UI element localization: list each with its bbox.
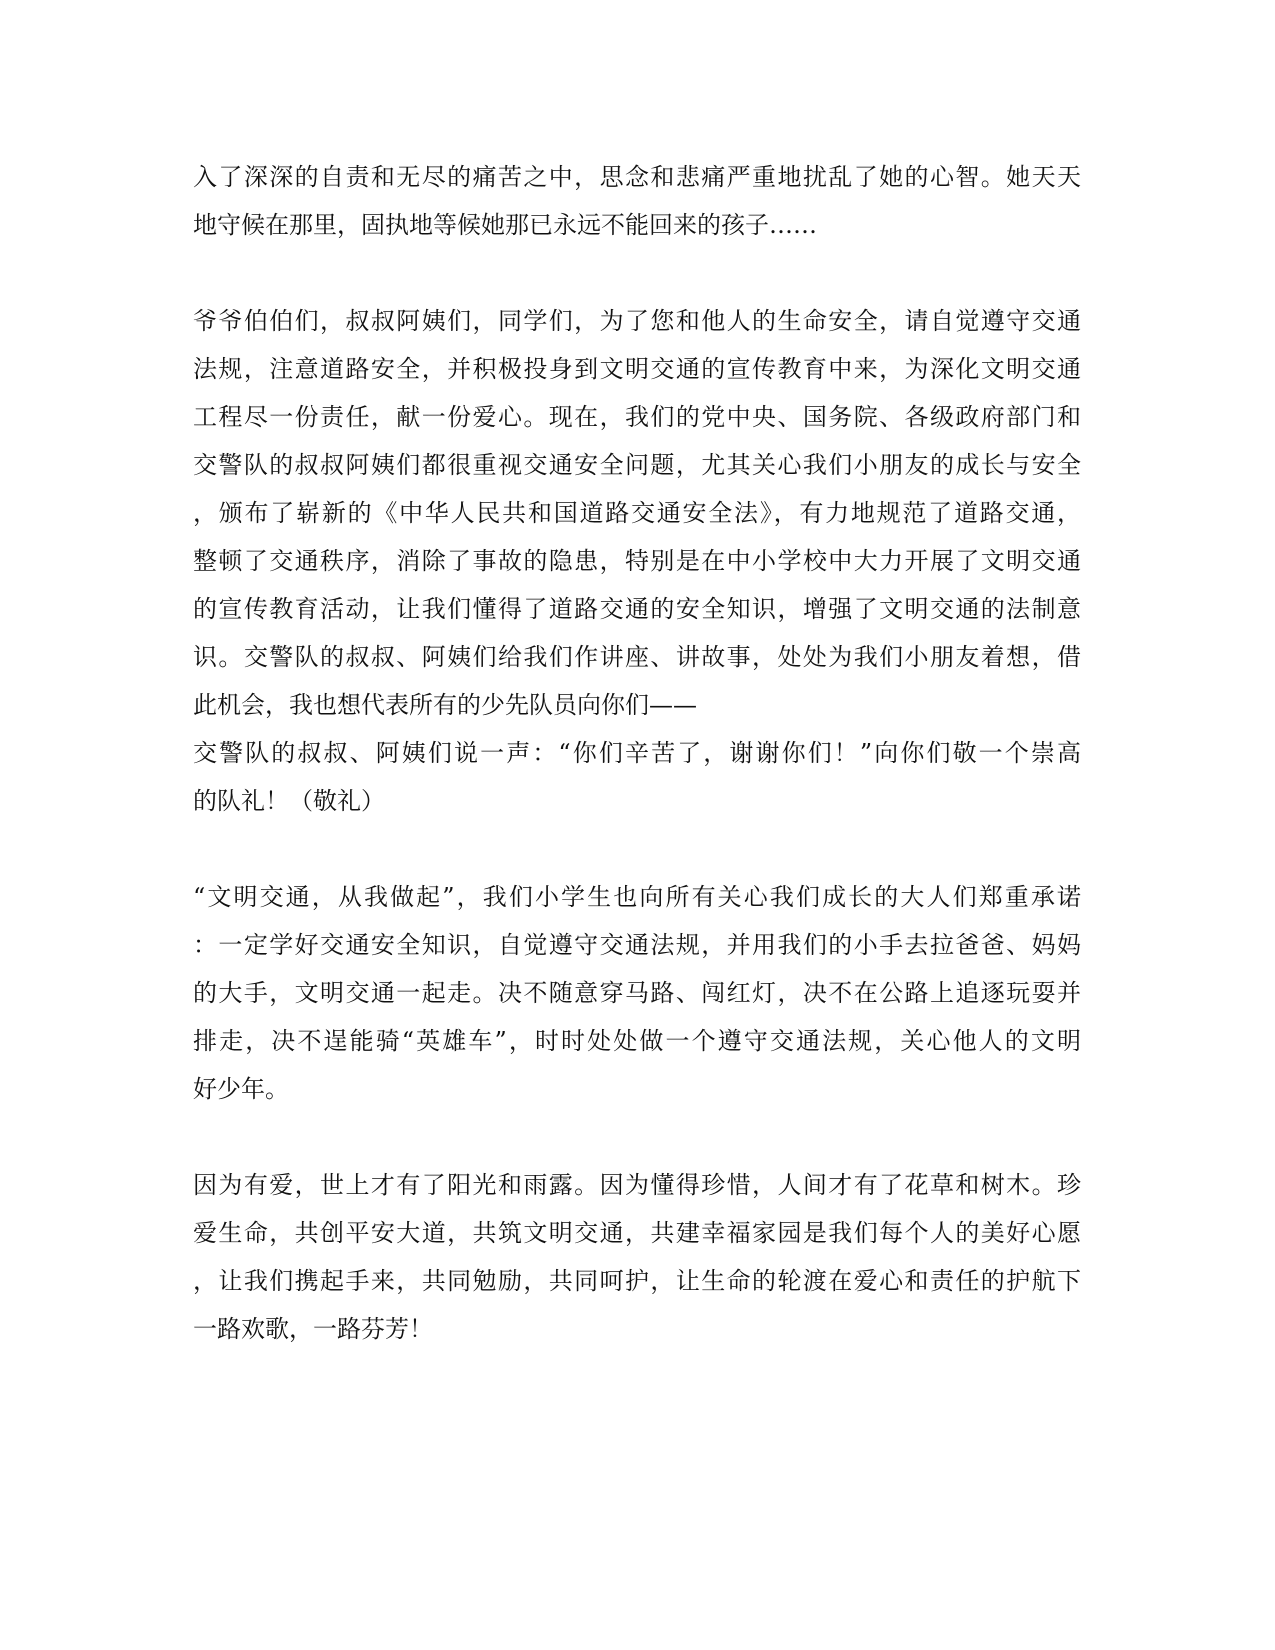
paragraph-5	[193, 1161, 1081, 1353]
text-line: ，让我们携起手来，共同勉励，共同呵护，让生命的轮渡在爱心和责任的护航下	[193, 1267, 1081, 1295]
paragraph-2	[193, 297, 1081, 729]
paragraph-1	[193, 153, 1081, 249]
text-line: 交警队的叔叔阿姨们都很重视交通安全问题，尤其关心我们小朋友的成长与安全	[193, 451, 1081, 479]
text-line: 爱生命，共创平安大道，共筑文明交通，共建幸福家园是我们每个人的美好心愿	[193, 1219, 1081, 1247]
text-line: 的大手，文明交通一起走。决不随意穿马路、闯红灯，决不在公路上追逐玩耍并	[193, 979, 1081, 1007]
text-line: ，颁布了崭新的《中华人民共和国道路交通安全法》，有力地规范了道路交通，	[193, 499, 1081, 527]
text-line: 整顿了交通秩序，消除了事故的隐患，特别是在中小学校中大力开展了文明交通	[193, 547, 1081, 575]
text-line: 交警队的叔叔、阿姨们说一声：“你们辛苦了，谢谢你们！”向你们敬一个崇高	[193, 739, 1081, 767]
document-body	[193, 153, 1081, 1353]
text-line: 的宣传教育活动，让我们懂得了道路交通的安全知识，增强了文明交通的法制意	[193, 595, 1081, 623]
paragraph-3	[193, 729, 1081, 825]
text-line: 好少年。	[193, 1075, 289, 1103]
text-line: 工程尽一份责任，献一份爱心。现在，我们的党中央、国务院、各级政府部门和	[193, 403, 1081, 431]
text-line: 的队礼！（敬礼）	[193, 787, 385, 815]
text-line: 识。交警队的叔叔、阿姨们给我们作讲座、讲故事，处处为我们小朋友着想，借	[193, 643, 1081, 671]
text-line: “文明交通，从我做起”，我们小学生也向所有关心我们成长的大人们郑重承诺	[193, 883, 1081, 911]
text-line: 法规，注意道路安全，并积极投身到文明交通的宣传教育中来，为深化文明交通	[193, 355, 1081, 383]
text-line: 此机会，我也想代表所有的少先队员向你们——	[193, 691, 697, 719]
text-line: 一路欢歌，一路芬芳！	[193, 1315, 433, 1343]
text-line: 入了深深的自责和无尽的痛苦之中，思念和悲痛严重地扰乱了她的心智。她天天	[193, 163, 1081, 191]
text-line: 爷爷伯伯们，叔叔阿姨们，同学们，为了您和他人的生命安全，请自觉遵守交通	[193, 307, 1081, 335]
text-line: ：一定学好交通安全知识，自觉遵守交通法规，并用我们的小手去拉爸爸、妈妈	[193, 931, 1081, 959]
text-line: 排走，决不逞能骑“英雄车”，时时处处做一个遵守交通法规，关心他人的文明	[193, 1027, 1081, 1055]
text-line: 因为有爱，世上才有了阳光和雨露。因为懂得珍惜，人间才有了花草和树木。珍	[193, 1171, 1081, 1199]
text-line: 地守候在那里，固执地等候她那已永远不能回来的孩子……	[193, 211, 817, 239]
paragraph-4	[193, 873, 1081, 1113]
